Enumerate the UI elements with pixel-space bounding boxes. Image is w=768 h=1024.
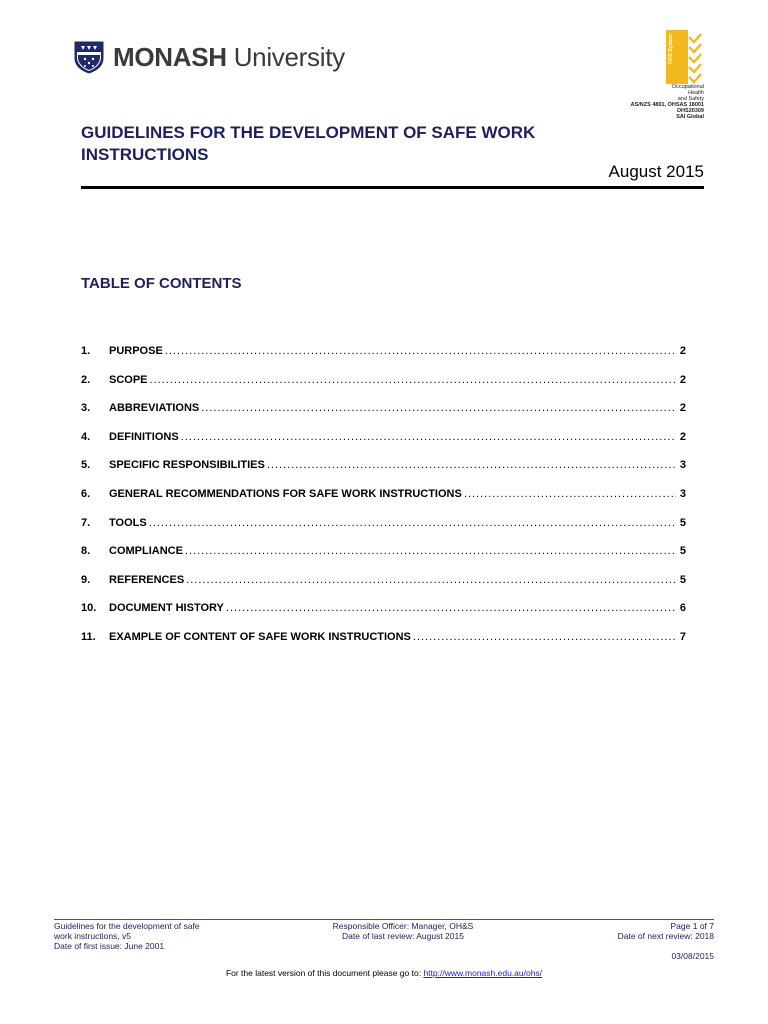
logo-monash: MONASH <box>113 42 227 72</box>
toc-entry[interactable] <box>81 374 686 403</box>
toc-title: DEFINITIONS <box>109 430 179 443</box>
toc-page: 3 <box>679 487 686 500</box>
table-of-contents <box>81 345 686 660</box>
footer-last-review: Date of last review: August 2015 <box>342 931 464 941</box>
toc-page: 2 <box>679 402 686 415</box>
toc-title: DOCUMENT HISTORY <box>109 602 224 615</box>
toc-entry[interactable] <box>81 574 686 603</box>
toc-entry[interactable] <box>81 517 686 546</box>
ohs-badge-label: OHS System <box>668 34 674 65</box>
toc-number: 6. <box>81 487 91 500</box>
footer-divider <box>54 919 714 920</box>
toc-title: GENERAL RECOMMENDATIONS FOR SAFE WORK INSTRUCTIONS <box>109 487 462 500</box>
toc-number: 11. <box>81 630 96 643</box>
toc-page: 5 <box>679 516 686 529</box>
toc-entry[interactable] <box>81 488 686 517</box>
cert-line: and Safety <box>677 96 704 102</box>
ohs-badge <box>666 30 688 84</box>
footer-doc-version: work instructions, v5 <box>54 931 131 941</box>
toc-leader <box>165 345 676 357</box>
checkmarks-icon <box>686 32 704 84</box>
toc-number: 5. <box>81 459 91 472</box>
footer-middle <box>328 921 478 941</box>
toc-leader <box>226 602 676 614</box>
toc-title: EXAMPLE OF CONTENT OF SAFE WORK INSTRUCTIONS <box>109 630 411 643</box>
monash-logo <box>73 40 345 74</box>
logo-university: University <box>226 42 345 72</box>
toc-number: 7. <box>81 516 91 529</box>
toc-heading: TABLE OF CONTENTS <box>81 275 242 292</box>
toc-leader <box>464 488 676 500</box>
toc-number: 9. <box>81 573 91 586</box>
toc-page: 3 <box>679 459 686 472</box>
monash-crest-icon <box>73 40 105 74</box>
toc-entry[interactable] <box>81 545 686 574</box>
toc-page: 6 <box>679 602 686 615</box>
footer-next-review: Date of next review: 2018 <box>617 931 714 941</box>
footer-right <box>618 921 714 941</box>
toc-title: SPECIFIC RESPONSIBILITIES <box>109 459 265 472</box>
footer-responsible-officer: Responsible Officer: Manager, OH&S <box>332 921 474 931</box>
toc-number: 10. <box>81 602 97 615</box>
toc-page: 5 <box>679 573 686 586</box>
toc-leader <box>181 431 676 443</box>
toc-entry[interactable] <box>81 345 686 374</box>
toc-number: 1. <box>81 345 91 357</box>
footer-doc-name: Guidelines for the development of safe <box>54 921 200 931</box>
document-title: GUIDELINES FOR THE DEVELOPMENT OF SAFE WORK INSTRUCTIONS <box>81 123 536 164</box>
toc-entry[interactable] <box>81 402 686 431</box>
toc-page: 5 <box>679 545 686 558</box>
toc-title: TOOLS <box>109 516 147 529</box>
logo-wordmark <box>113 40 345 74</box>
footer-first-issue: Date of first issue: June 2001 <box>54 941 165 951</box>
ohs-website-link[interactable]: http://www.monash.edu.au/ohs/ <box>423 968 543 978</box>
title-divider <box>81 186 704 189</box>
cert-text <box>631 84 704 120</box>
toc-leader <box>149 517 676 529</box>
cert-line: Health <box>688 90 704 96</box>
toc-entry[interactable] <box>81 602 686 631</box>
toc-leader <box>267 459 676 471</box>
toc-number: 2. <box>81 373 91 386</box>
cert-standard: OHS20309 <box>676 108 704 114</box>
toc-title: PURPOSE <box>109 345 163 357</box>
footer-page-number: Page 1 of 7 <box>670 921 714 931</box>
toc-leader <box>150 374 676 386</box>
footer-latest-text: For the latest version of this document please go to: <box>225 968 424 978</box>
toc-page: 7 <box>679 630 686 643</box>
toc-title: ABBREVIATIONS <box>109 402 200 415</box>
cert-line: Occupational <box>671 84 704 90</box>
toc-title: SCOPE <box>109 373 148 386</box>
toc-leader <box>186 574 676 586</box>
toc-number: 4. <box>81 430 91 443</box>
toc-leader <box>413 631 676 643</box>
toc-number: 8. <box>81 545 91 558</box>
cert-standard: SAI Global <box>676 114 704 120</box>
footer-left <box>54 921 200 951</box>
toc-leader <box>201 402 676 414</box>
toc-page: 2 <box>679 430 686 443</box>
document-date: August 2015 <box>608 162 704 181</box>
toc-page: 2 <box>679 373 686 386</box>
footer-latest-version <box>0 968 768 978</box>
toc-page: 2 <box>679 345 686 357</box>
ohs-certification-mark <box>604 30 704 120</box>
cert-standard: AS/NZS 4801, OHSAS 18001 <box>630 102 704 108</box>
toc-number: 3. <box>81 402 91 415</box>
toc-entry[interactable] <box>81 631 686 660</box>
toc-title: REFERENCES <box>109 573 185 586</box>
toc-leader <box>185 545 676 557</box>
toc-entry[interactable] <box>81 431 686 460</box>
footer-print-date: 03/08/2015 <box>671 951 714 961</box>
toc-entry[interactable] <box>81 459 686 488</box>
toc-title: COMPLIANCE <box>109 545 183 558</box>
